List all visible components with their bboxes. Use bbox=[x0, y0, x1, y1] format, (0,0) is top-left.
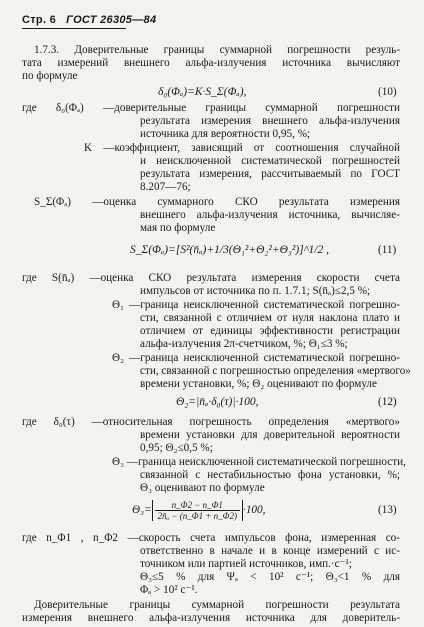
formula-13 bbox=[132, 500, 265, 521]
text-line: внешнего альфа-излучения источника, вычисляе- bbox=[140, 209, 400, 221]
equation-number-12: (12) bbox=[378, 396, 397, 408]
text-line: Θ₃ оценивают по формуле bbox=[140, 482, 265, 494]
text-line: источника для вероятности 0,95, %; bbox=[140, 128, 311, 140]
formula-13-denominator: 2n̄ₐ − (n_Φ1 + n_Φ2) bbox=[157, 511, 238, 521]
text-line: Θ₃ —граница неисключенной систематической погрешности, bbox=[112, 456, 406, 468]
formula-10: δ₀(Φₐ)=K·S_Σ(Φₐ), bbox=[158, 86, 247, 98]
text-line: сти, связанной с погрешностью определения «мертвого» bbox=[140, 365, 411, 377]
text-line: времени установки, %; Θ₂ оценивают по формуле bbox=[140, 378, 377, 390]
text-line: S_Σ(Φₐ) —оценка суммарного СКО результата измерения bbox=[34, 196, 400, 208]
text-line: где S(n̄ₐ) —оценка СКО результата измерения скорости счета bbox=[22, 272, 400, 284]
text-line: 0,95; Θ₂≤0,5 %; bbox=[140, 442, 213, 454]
text-line: тата измерений внешнего альфа-излучения источника вычисляют bbox=[22, 57, 400, 69]
text-line: где n_Φ1 , n_Φ2 —скорость счета импульсов фона, измеренная со- bbox=[22, 532, 400, 544]
text-line: сти, связанной с отличием от нуля наклона плато и bbox=[140, 312, 400, 324]
text-line: измерения внешнего альфа-излучения источника для доверитель- bbox=[22, 612, 400, 624]
equation-number-11: (11) bbox=[378, 244, 397, 256]
text-line: альфа-излучения 2π-счетчиком, %; Θ₁≤3 %; bbox=[140, 338, 348, 350]
text-line: Θ₁ —граница неисключенной систематической погрешно- bbox=[112, 299, 400, 311]
formula-13-fraction bbox=[155, 500, 240, 521]
equation-number-10: (10) bbox=[378, 86, 397, 98]
text-line: Φₐ > 10² с⁻¹. bbox=[140, 584, 198, 596]
text-line: отличием от единицы эффективности регистрации bbox=[140, 325, 400, 337]
text-line: где δ₀(Φₐ) —доверительные границы суммарной погрешности bbox=[22, 102, 400, 114]
text-line: связанной с нестабильностью фона установки, %; bbox=[140, 469, 400, 481]
text-line: Θ₃≤5 % для Ψₐ < 10² с⁻¹; Θ₃<1 % для bbox=[140, 571, 400, 583]
equation-number-13: (13) bbox=[378, 504, 397, 516]
text-line: мая по формуле bbox=[140, 222, 216, 234]
text-line: K —коэффициент, зависящий от соотношения случайной bbox=[84, 142, 400, 154]
formula-11: S_Σ(Φₐ)=[S²(n̄ₐ)+1/3(Θ₁²+Θ₂²+Θ₃²)]^1/2 , bbox=[130, 244, 329, 256]
formula-13-numerator: n_Φ2 − n_Φ1 bbox=[155, 500, 240, 511]
text-line: по формуле bbox=[22, 70, 78, 82]
text-line: ответственно в начале и в конце измерений с ис- bbox=[140, 545, 400, 557]
formula-13-tail: ·100, bbox=[243, 504, 266, 517]
formula-12: Θ₂=|n̄ₐ·δ₀(τ)|·100, bbox=[176, 396, 259, 408]
page-header bbox=[22, 14, 156, 26]
formula-13-abs bbox=[152, 500, 243, 521]
text-line: результата измерения, рассчитываемый по ГОСТ bbox=[140, 168, 400, 180]
text-line: Доверительные границы суммарной погрешности результата bbox=[34, 599, 400, 611]
standard-code: ГОСТ 26305—84 bbox=[66, 14, 157, 26]
formula-13-lhs: Θ₃= bbox=[132, 504, 152, 517]
text-line: результата измерения внешнего альфа-излучения bbox=[140, 115, 400, 127]
text-line: Θ₂ —граница неисключенной систематической погрешно- bbox=[112, 352, 400, 364]
text-line: времени установки для доверительной вероятности bbox=[140, 429, 400, 441]
text-line: импульсов от источника по п. 1.7.1; S(n̄ₐ)≤2,5 %; bbox=[140, 285, 371, 297]
text-line: где δ₀(τ) —относительная погрешность определения «мертвого» bbox=[22, 416, 400, 428]
page-number: Стр. 6 bbox=[22, 14, 57, 26]
text-line: и неисключенной систематической погрешностей bbox=[140, 155, 400, 167]
text-line: точником или партией источников, имп.·с⁻¹; bbox=[140, 558, 352, 570]
header-rule bbox=[22, 28, 126, 29]
text-line: 1.7.3. Доверительные границы суммарной погрешности резуль- bbox=[34, 44, 400, 56]
text-line: 8.207—76; bbox=[140, 181, 191, 193]
